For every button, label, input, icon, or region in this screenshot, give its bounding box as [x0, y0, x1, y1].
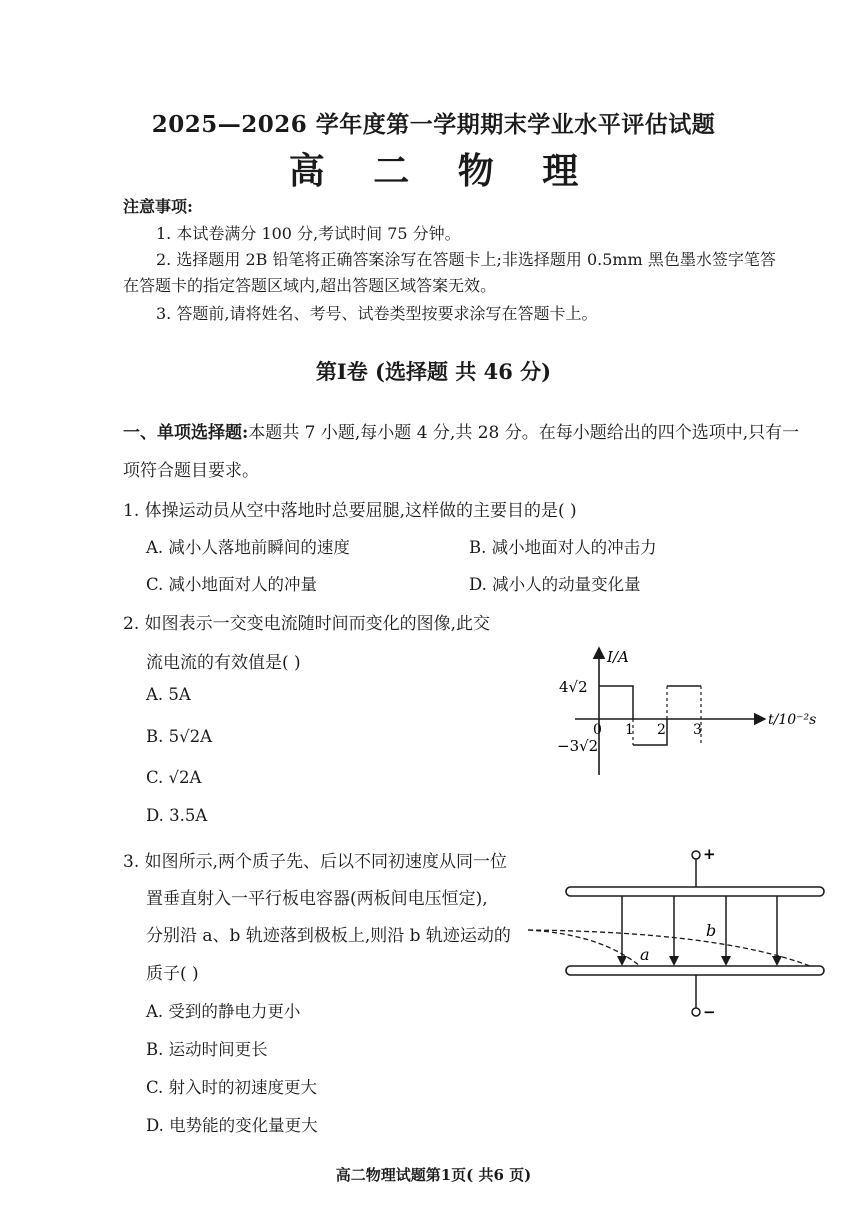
page-footer: 高二物理试题第1页( 共6 页) — [335, 1166, 532, 1184]
part-heading: 一、单项选择题: — [123, 423, 249, 443]
q1-option-a: A. 减小人落地前瞬间的速度 — [146, 538, 350, 557]
part-heading-line1 — [123, 418, 799, 443]
q1-option-d: D. 减小人的动量变化量 — [469, 575, 641, 594]
q2-stem-line2: 流电流的有效值是( ) — [146, 653, 301, 673]
notice-item-2: 2. 选择题用 2B 铅笔将正确答案涂写在答题卡上;非选择题用 0.5mm 黑色墨水签字笔答 — [156, 250, 776, 269]
q1-option-c: C. 减小地面对人的冲量 — [146, 575, 318, 594]
q3-option-c: C. 射入时的初速度更大 — [146, 1078, 318, 1097]
q2-x-tick-3: 3 — [693, 722, 702, 738]
q2-y-high-label: 4√2 — [559, 678, 588, 696]
q3-option-d: D. 电势能的变化量更大 — [146, 1116, 318, 1135]
q3-label-b: b — [706, 921, 717, 940]
notice-heading: 注意事项: — [123, 197, 193, 216]
q2-current-graph — [555, 640, 825, 780]
q3-stem-line2: 置垂直射入一平行板电容器(两板间电压恒定), — [146, 889, 488, 909]
q2-option-a: A. 5A — [146, 685, 191, 704]
q3-option-a: A. 受到的静电力更小 — [146, 1002, 301, 1021]
q2-option-b: B. 5√2A — [146, 727, 213, 746]
q2-origin-label: 0 — [593, 722, 602, 738]
q3-plus-sign: + — [703, 845, 716, 863]
part-description: 本题共 7 小题,每小题 4 分,共 28 分。在每小题给出的四个选项中,只有一 — [248, 423, 800, 443]
q1-option-b: B. 减小地面对人的冲击力 — [469, 538, 657, 557]
q3-negative-terminal — [692, 1008, 700, 1016]
q3-option-b: B. 运动时间更长 — [146, 1040, 268, 1059]
q3-stem-line4: 质子( ) — [146, 964, 199, 984]
section-title: 第Ⅰ卷 (选择题 共 46 分) — [315, 359, 552, 384]
part-heading-line2: 项符合题目要求。 — [123, 461, 259, 481]
q2-y-axis-label: I/A — [607, 648, 629, 666]
notice-item-2-cont: 在答题卡的指定答题区域内,超出答题区域答案无效。 — [123, 276, 497, 295]
q3-capacitor-diagram — [520, 840, 830, 1025]
subject-title: 高 二 物 理 — [288, 150, 597, 192]
q2-option-c: C. √2A — [146, 768, 202, 787]
q3-stem-line3: 分别沿 a、b 轨迹落到极板上,则沿 b 轨迹运动的 — [146, 926, 511, 946]
q2-x-axis-label: t/10⁻²s — [768, 712, 817, 728]
notice-item-3: 3. 答题前,请将姓名、考号、试卷类型按要求涂写在答题卡上。 — [156, 304, 598, 323]
q2-stem-line1: 2. 如图表示一交变电流随时间而变化的图像,此交 — [123, 614, 491, 634]
exam-title: 2025—2026 学年度第一学期期末学业水平评估试题 — [151, 111, 716, 138]
notice-item-1: 1. 本试卷满分 100 分,考试时间 75 分钟。 — [156, 224, 461, 243]
q2-x-tick-1: 1 — [625, 722, 634, 738]
q2-y-low-label: −3√2 — [557, 737, 599, 755]
q3-minus-sign: − — [703, 1003, 716, 1021]
q3-positive-terminal — [692, 851, 700, 859]
q3-top-plate — [566, 887, 824, 896]
q3-label-a: a — [640, 945, 650, 964]
q3-stem-line1: 3. 如图所示,两个质子先、后以不同初速度从同一位 — [123, 852, 508, 872]
q1-stem: 1. 体操运动员从空中落地时总要屈腿,这样做的主要目的是( ) — [123, 501, 577, 521]
q2-option-d: D. 3.5A — [146, 806, 208, 825]
q3-bottom-plate — [566, 966, 824, 975]
q2-x-tick-2: 2 — [657, 722, 666, 738]
q2-wave-high-1 — [599, 686, 633, 719]
